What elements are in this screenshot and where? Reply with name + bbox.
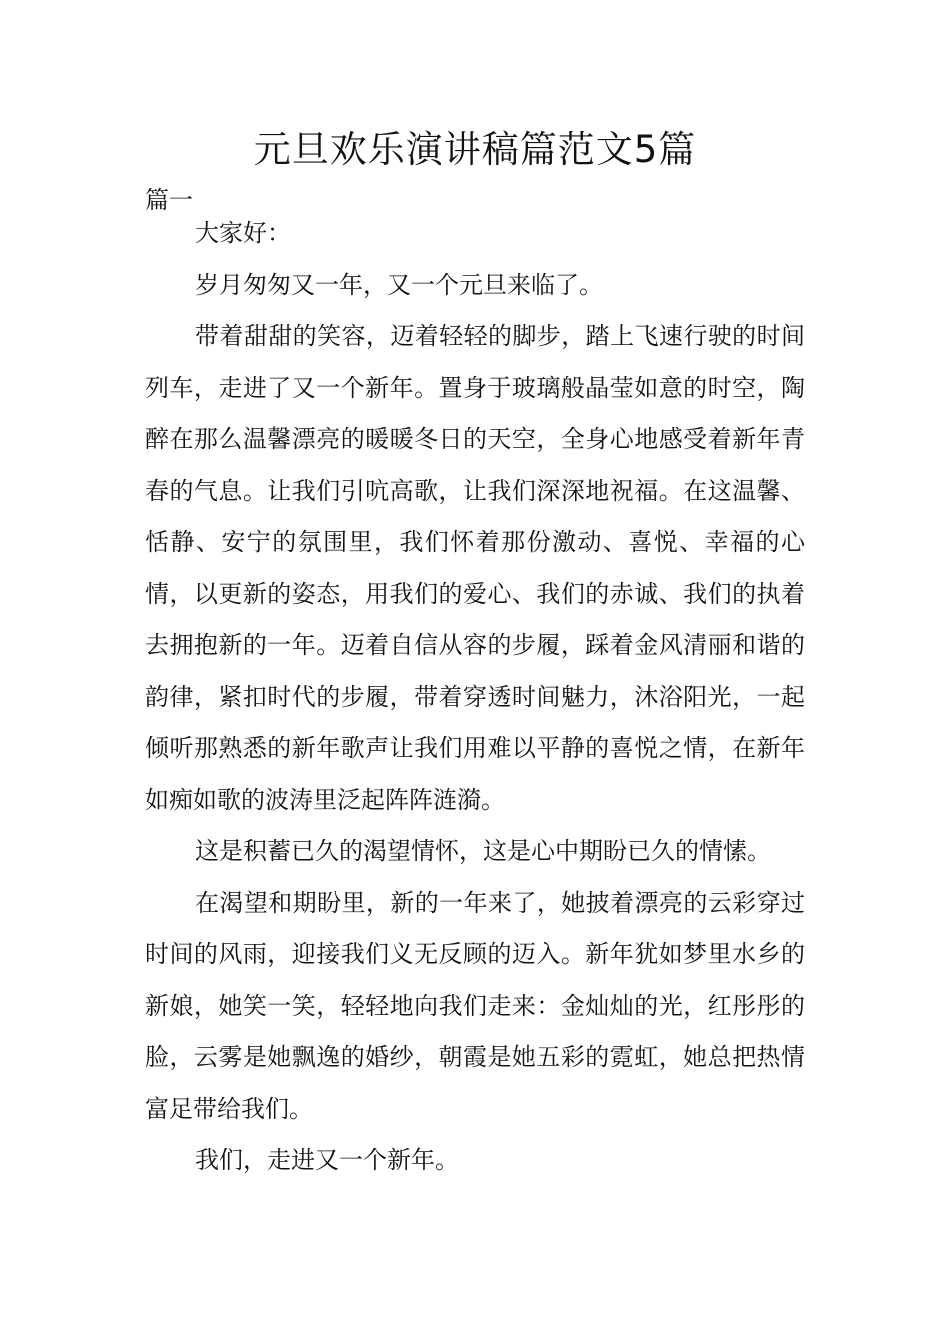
document-title: 元旦欢乐演讲稿篇范文5篇 [253,128,697,171]
paragraph-main: 带着甜甜的笑容，迈着轻轻的脚步，踏上飞速行驶的时间列车，走进了又一个新年。置身于玻璃般晶莹如意的时空，陶醉在那么温馨漂亮的暖暖冬日的天空，全身心地感受着新年青春的气息。让我们引吭高歌，让我们深深地祝福。在这温馨、恬静、安宁的氛围里，我们怀着那份激动、喜悦、幸福的心情，以更新的姿态，用我们的爱心、我们的赤诚、我们的执着去拥抱新的一年。迈着自信从容的步履，踩着金风清丽和谐的韵律，紧扣时代的步履，带着穿透时间魅力，沐浴阳光，一起倾听那熟悉的新年歌声让我们用难以平静的喜悦之情，在新年如痴如歌的波涛里泛起阵阵涟漪。 [145,322,805,814]
paragraph-greeting: 大家好： [195,219,291,247]
paragraph-new-year: 在渴望和期盼里，新的一年来了，她披着漂亮的云彩穿过时间的风雨，迎接我们义无反顾的迈入。新年犹如梦里水乡的新娘，她笑一笑，轻轻地向我们走来：金灿灿的光，红彤彤的脸，云雾是她飘逸的婚纱，朝霞是她五彩的霓虹，她总把热情富足带给我们。 [145,888,805,1123]
section-label: 篇一 [145,186,193,214]
paragraph-longing: 这是积蓄已久的渴望情怀，这是心中期盼已久的情愫。 [195,837,771,865]
paragraph-opening: 岁月匆匆又一年，又一个元旦来临了。 [195,270,603,299]
document-body [145,208,805,1187]
paragraph-closing: 我们，走进又一个新年。 [195,1146,459,1174]
